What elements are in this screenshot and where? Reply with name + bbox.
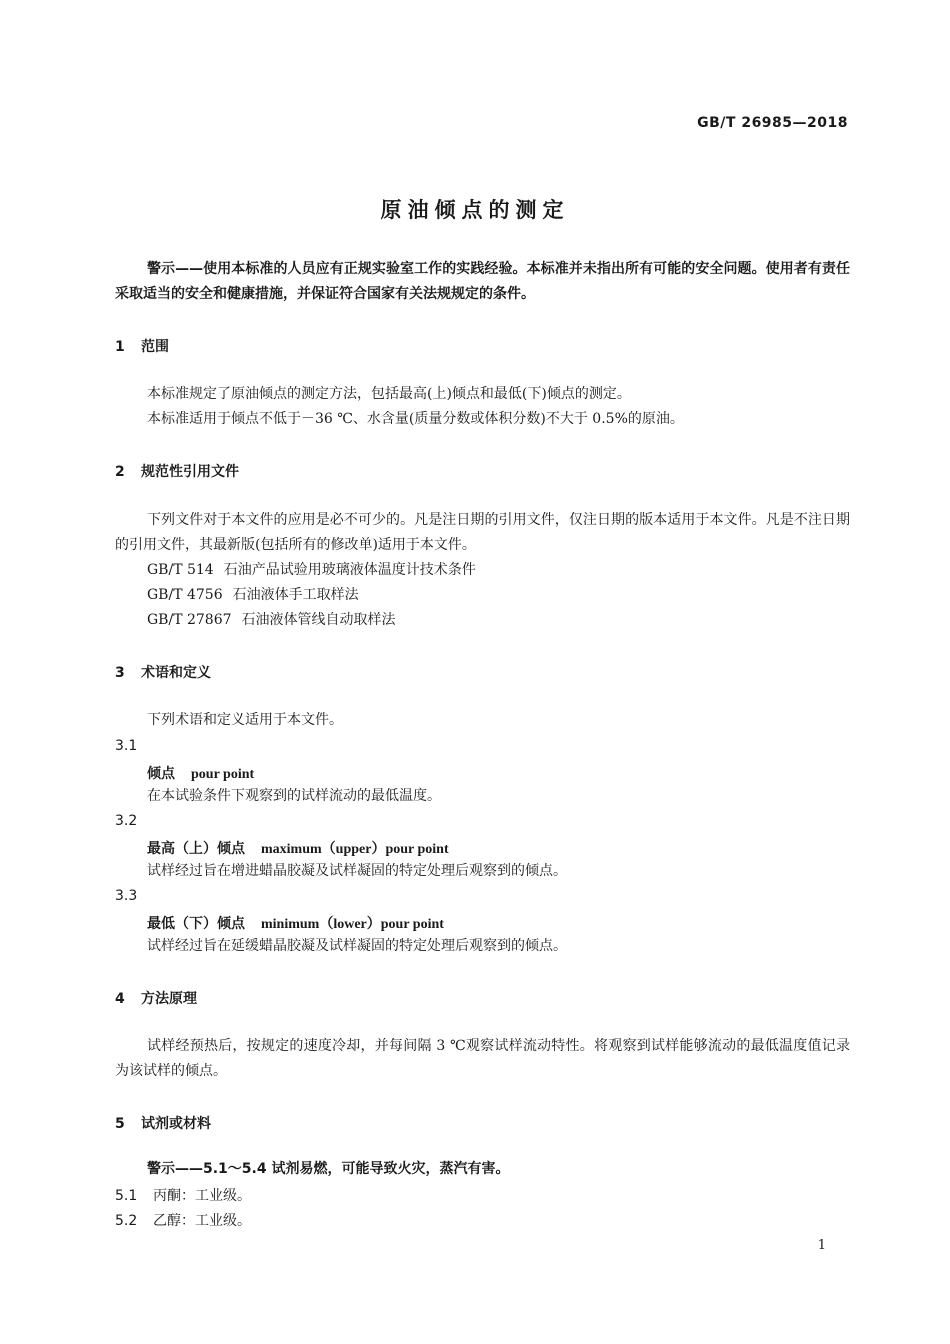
reference-item	[147, 558, 476, 583]
term-chinese: 最低（下）倾点	[147, 916, 245, 932]
reference-item	[147, 583, 359, 608]
document-title: 原油倾点的测定	[380, 198, 570, 222]
section-1-heading	[115, 336, 169, 356]
section-number: 2	[115, 464, 125, 480]
reagent-warning: 警示——5.1～5.4 试剂易燃，可能导致火灾，蒸汽有害。	[147, 1161, 510, 1177]
item-number: 5.2	[115, 1213, 138, 1229]
term-definition: 试样经过旨在增进蜡晶胶凝及试样凝固的特定处理后观察到的倾点。	[147, 863, 567, 879]
section-title: 规范性引用文件	[141, 464, 239, 480]
term-english: pour point	[191, 767, 255, 782]
section-number: 1	[115, 339, 125, 355]
term-heading	[147, 838, 449, 858]
term-heading	[147, 913, 444, 933]
list-item	[115, 1209, 251, 1234]
standard-number: GB/T 26985—2018	[697, 115, 848, 131]
term-number: 3.2	[115, 813, 138, 829]
reference-title: 石油液体手工取样法	[232, 587, 359, 603]
term-chinese: 倾点	[147, 766, 175, 782]
section-2-heading	[115, 461, 239, 481]
safety-warning: 警示——使用本标准的人员应有正规实验室工作的实践经验。本标准并未指出所有可能的安全问题。使用者有责任采取适当的安全和健康措施，并保证符合国家有关法规规定的条件。	[115, 261, 850, 302]
term-heading	[147, 763, 254, 783]
paragraph: 下列文件对于本文件的应用是必不可少的。凡是注日期的引用文件，仅注日期的版本适用于本文件。凡是不注日期的引用文件，其最新版(包括所有的修改单)适用于本文件。	[115, 512, 850, 553]
list-item	[115, 1184, 251, 1209]
section-number: 4	[115, 991, 125, 1007]
reference-code: GB/T 27867	[147, 612, 232, 628]
reference-code: GB/T 514	[147, 562, 214, 578]
section-5-heading	[115, 1113, 211, 1133]
item-text: 丙酮：工业级。	[153, 1188, 251, 1204]
paragraph: 试样经预热后，按规定的速度冷却，并每间隔 3 ℃观察试样流动特性。将观察到试样能够流动的最低温度值记录为该试样的倾点。	[115, 1038, 850, 1079]
reference-item	[147, 608, 396, 633]
section-title: 试剂或材料	[141, 1116, 211, 1132]
section-4-heading	[115, 988, 197, 1008]
term-number: 3.3	[115, 888, 138, 904]
section-number: 5	[115, 1116, 125, 1132]
term-english: maximum（upper）pour point	[261, 842, 449, 857]
reference-code: GB/T 4756	[147, 587, 223, 603]
term-definition: 试样经过旨在延缓蜡晶胶凝及试样凝固的特定处理后观察到的倾点。	[147, 938, 567, 954]
paragraph: 本标准适用于倾点不低于－36 ℃、水含量(质量分数或体积分数)不大于 0.5%的原油。	[147, 411, 684, 427]
term-definition: 在本试验条件下观察到的试样流动的最低温度。	[147, 788, 441, 804]
section-title: 范围	[141, 339, 169, 355]
section-title: 方法原理	[141, 991, 197, 1007]
section-3-heading	[115, 662, 211, 682]
paragraph: 本标准规定了原油倾点的测定方法，包括最高(上)倾点和最低(下)倾点的测定。	[147, 386, 631, 402]
term-english: minimum（lower）pour point	[261, 917, 444, 932]
paragraph: 下列术语和定义适用于本文件。	[147, 712, 343, 728]
item-number: 5.1	[115, 1188, 138, 1204]
page-number: 1	[817, 1238, 826, 1253]
item-text: 乙醇：工业级。	[153, 1213, 251, 1229]
section-title: 术语和定义	[141, 665, 211, 681]
term-number: 3.1	[115, 738, 138, 754]
section-number: 3	[115, 665, 125, 681]
reference-title: 石油液体管线自动取样法	[241, 612, 396, 628]
reference-title: 石油产品试验用玻璃液体温度计技术条件	[223, 562, 476, 578]
term-chinese: 最高（上）倾点	[147, 841, 245, 857]
